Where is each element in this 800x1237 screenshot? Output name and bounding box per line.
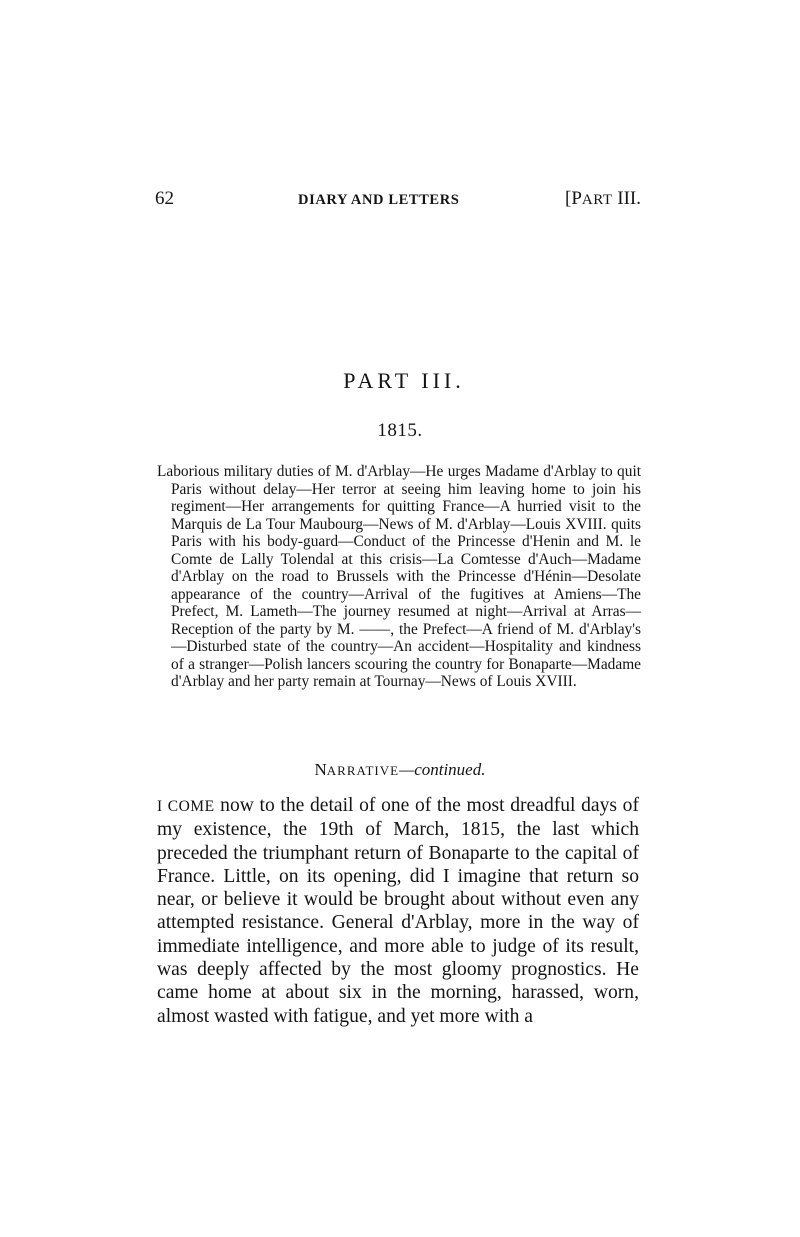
body-lead-words: I COME (157, 798, 215, 815)
narrative-small-caps: ARRATIVE (326, 763, 400, 778)
chapter-summary: Laborious military duties of M. d'Arblay—He urges Madame d'Arblay to quit Paris without delay—Her terror at seeing him leaving home to join his regiment—Her arrangements for quitting France—A hurried visit to the Marquis de La Tour Maubourg—News of M. d'Arblay—Louis XVIII. quits Paris with his body-guard—Conduct of the Princesse d'Henin and M. le Comte de Lally Tolendal at this crisis—La Comtesse d'Auch—Madame d'Arblay on the road to Brussels with the Princesse d'Hénin—Desolate appearance of the country—Arrival of the fugitives at Amiens—The Prefect, M. Lameth—The journey resumed at night—Arrival at Arras—Reception of the party by M. ——, the Prefect—A friend of M. d'Arblay's—Disturbed state of the country—An accident—Hospitality and kindness of a stranger—Polish lancers scouring the country for Bonaparte—Madame d'Arblay and her party remain at Tournay—News of Louis XVIII. (157, 463, 641, 690)
running-head (155, 188, 641, 214)
year-heading: 1815. (377, 420, 423, 441)
narrative-initial: N (314, 760, 327, 779)
part-bracket: [ (565, 188, 572, 209)
body-text: now to the detail of one of the most dreadful days of my existence, the 19th of March, 1815, the last which preceded the triumphant return of Bonaparte to the capital of France. Little, on its opening, did I imagine that return so near, or believe it would be brought about without even any attempted resistance. General d'Arblay, more in the way of immediate intelligence, and more able to judge of its result, was deeply affected by the most gloomy prognostics. He came home at about six in the morning, harassed, worn, almost wasted with fatigue, and yet more with a (157, 795, 639, 1027)
running-part-label (565, 188, 641, 210)
part-heading: PART III. (343, 368, 465, 393)
narrative-heading (0, 760, 800, 780)
running-title: DIARY AND LETTERS (298, 192, 460, 208)
part-small-caps: ART (581, 192, 613, 208)
narrative-continued: —continued. (399, 760, 486, 779)
page-number: 62 (155, 188, 174, 209)
part-initial: P (571, 188, 582, 209)
part-numeral: III. (617, 188, 641, 209)
body-paragraph (157, 794, 639, 1028)
